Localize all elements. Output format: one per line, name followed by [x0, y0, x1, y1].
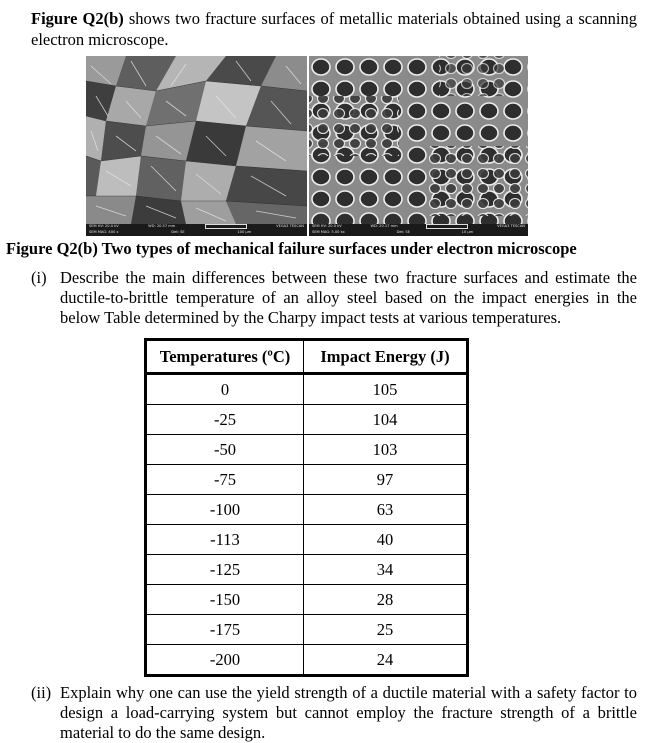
energy-cell: 40 — [304, 525, 468, 555]
energy-cell: 97 — [304, 465, 468, 495]
table-header-row — [146, 340, 468, 374]
sem-hv: SEM HV: 20.0 kV — [312, 224, 342, 228]
temperature-cell: -113 — [146, 525, 304, 555]
temperature-cell: -200 — [146, 645, 304, 676]
sem-scale: 10 μm — [461, 229, 474, 234]
temperature-cell: -75 — [146, 465, 304, 495]
question-i — [31, 268, 637, 328]
question-number: (i) — [31, 268, 47, 287]
sem-info-bar — [309, 224, 528, 236]
dimple-texture — [309, 56, 528, 224]
table-row — [146, 465, 468, 495]
sem-det: Det: SE — [396, 229, 410, 234]
table-row — [146, 555, 468, 585]
table-row — [146, 615, 468, 645]
sem-wd: WD: 20.17 mm — [370, 224, 398, 228]
question-text: Explain why one can use the yield strength of a ductile material with a safety factor to design a load-carrying system but cannot employ the fracture strength of a brittle material to do the same design. — [60, 683, 637, 742]
temperature-cell: -150 — [146, 585, 304, 615]
intro-paragraph — [31, 8, 637, 50]
energy-cell: 104 — [304, 405, 468, 435]
energy-cell: 25 — [304, 615, 468, 645]
sem-brand: VEGA3 TESCAN — [497, 224, 525, 228]
ductile-fracture-micrograph — [309, 56, 528, 236]
sem-det: Det: SE — [171, 229, 185, 234]
sem-wd: WD: 20.57 mm — [148, 224, 176, 228]
impact-energy-table — [144, 338, 469, 677]
energy-cell: 34 — [304, 555, 468, 585]
temperature-cell: -25 — [146, 405, 304, 435]
figure-reference: Figure Q2(b) — [31, 9, 124, 28]
sem-mag: SEM MAG: 400 x — [89, 229, 119, 234]
table-row — [146, 645, 468, 676]
scale-bar — [205, 224, 247, 229]
energy-cell: 103 — [304, 435, 468, 465]
table-row — [146, 405, 468, 435]
temperature-cell: -100 — [146, 495, 304, 525]
table-row — [146, 585, 468, 615]
temperature-cell: -175 — [146, 615, 304, 645]
header-impact-energy: Impact Energy (J) — [304, 340, 468, 374]
sem-brand: VEGA3 TESCAN — [276, 224, 304, 228]
intro-text: shows two fracture surfaces of metallic materials obtained using a scanning electron microscope. — [31, 9, 637, 49]
sem-scale: 100 μm — [237, 229, 252, 234]
question-text: Describe the main differences between these two fracture surfaces and estimate the ductile-to-brittle temperature of an alloy steel based on the impact energies in the below Table determined by the Charpy impact tests at various temperatures. — [60, 268, 637, 327]
energy-cell: 24 — [304, 645, 468, 676]
temperature-cell: 0 — [146, 374, 304, 405]
sem-mag: SEM MAG: 5.00 kx — [312, 229, 345, 234]
temperature-cell: -125 — [146, 555, 304, 585]
figure-caption: Figure Q2(b) Two types of mechanical failure surfaces under electron microscope — [6, 239, 577, 258]
table-row — [146, 435, 468, 465]
sem-hv: SEM HV: 20.0 kV — [89, 224, 119, 228]
header-temperature: Temperatures (ºC) — [146, 340, 304, 374]
scale-bar — [426, 224, 468, 229]
table-row — [146, 495, 468, 525]
sem-info-bar — [86, 224, 307, 236]
energy-cell: 63 — [304, 495, 468, 525]
energy-cell: 28 — [304, 585, 468, 615]
question-number: (ii) — [31, 683, 52, 702]
question-ii — [31, 683, 637, 743]
brittle-fracture-micrograph — [86, 56, 307, 236]
temperature-cell: -50 — [146, 435, 304, 465]
table-row — [146, 525, 468, 555]
energy-cell: 105 — [304, 374, 468, 405]
cleavage-facets-texture — [86, 56, 307, 224]
table-row — [146, 374, 468, 405]
